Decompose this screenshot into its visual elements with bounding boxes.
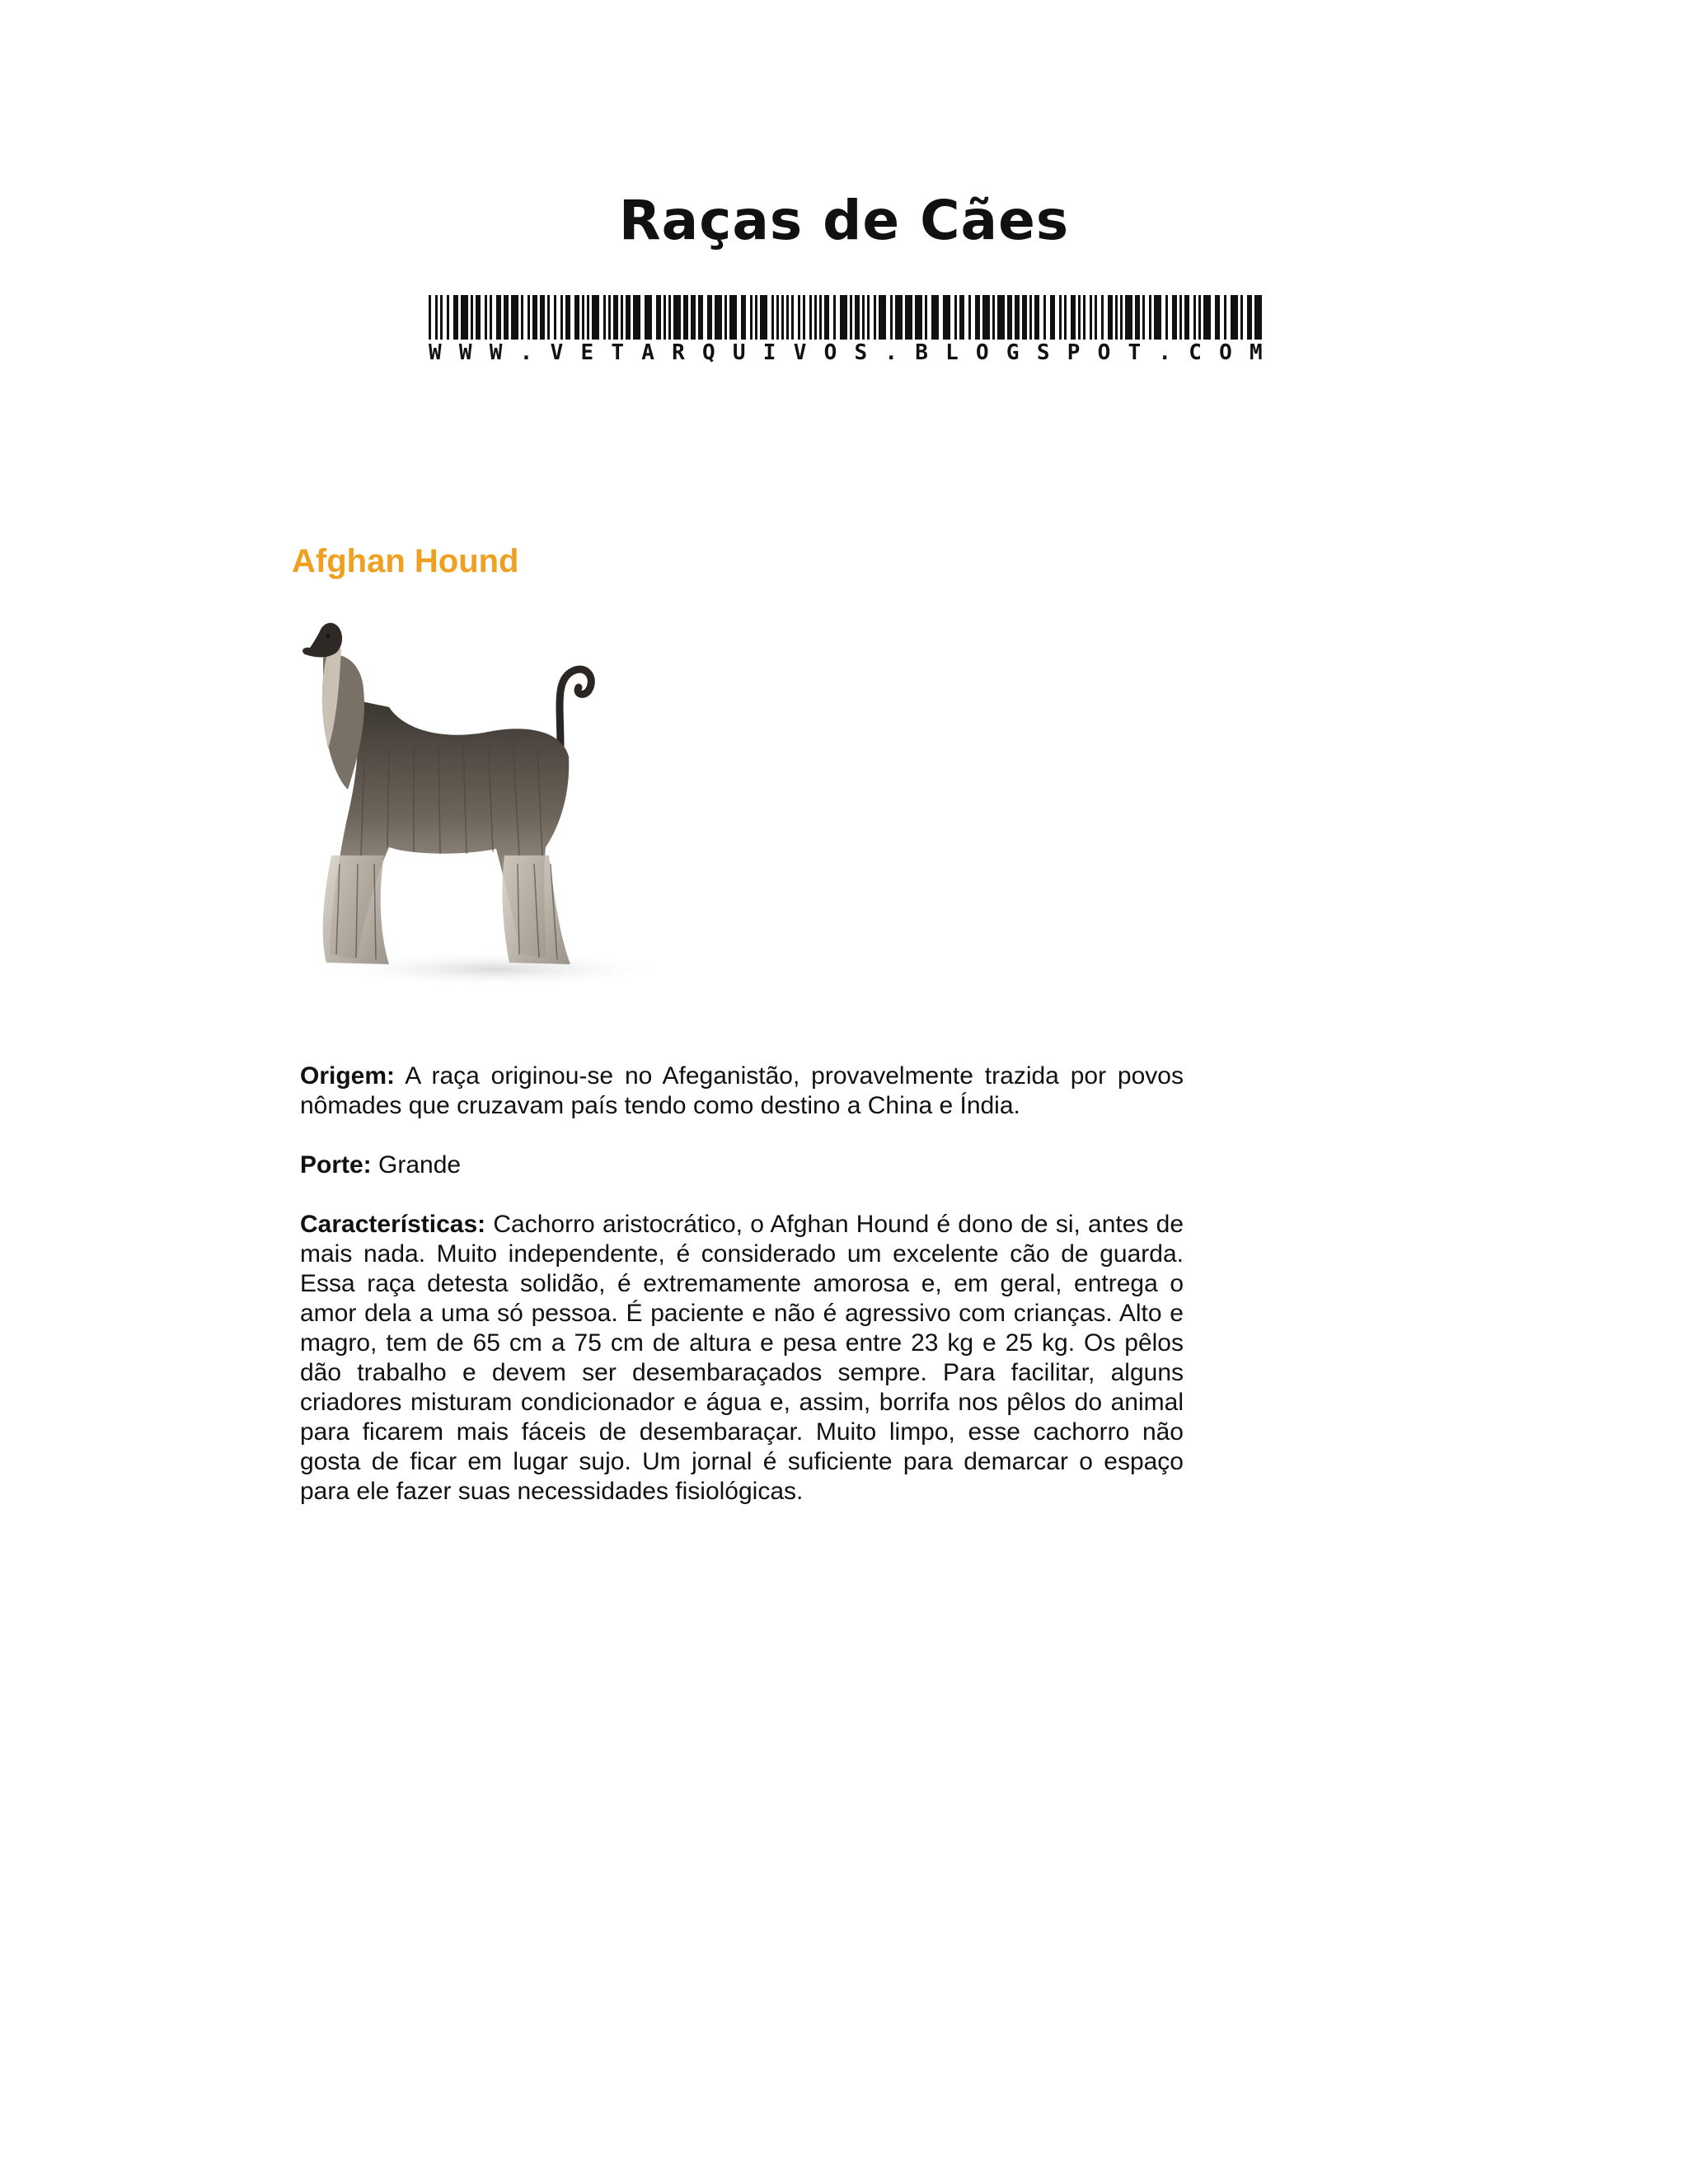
- barcode-bar: [724, 295, 727, 340]
- barcode-bar: [982, 295, 990, 340]
- logo-letter: .: [519, 340, 533, 365]
- barcode-bar: [915, 295, 922, 340]
- logo-letter: O: [976, 340, 989, 365]
- barcode-bar: [547, 295, 550, 340]
- barcode-bar: [613, 295, 618, 340]
- barcode-bar: [1120, 295, 1123, 340]
- barcode-bar: [1184, 295, 1189, 340]
- logo-letter: O: [1097, 340, 1111, 365]
- logo-letter: W: [429, 340, 442, 365]
- barcode-bar: [511, 295, 518, 340]
- breed-description: [300, 1062, 1184, 1536]
- page-title: Raças de Cães: [618, 189, 1070, 252]
- barcode-bar: [1215, 295, 1220, 340]
- barcode-bar: [1125, 295, 1132, 340]
- barcode-bar: [1198, 295, 1201, 340]
- barcode-bar: [429, 295, 431, 340]
- barcode-bar: [633, 295, 640, 340]
- barcode-bar: [1059, 295, 1062, 340]
- logo-letter: W: [489, 340, 503, 365]
- barcode-bar: [855, 295, 860, 340]
- barcode-bar: [741, 295, 746, 340]
- barcode-bar: [867, 295, 870, 340]
- barcode-bar: [673, 295, 681, 340]
- logo-letter: R: [672, 340, 685, 365]
- barcode-bar: [997, 295, 1005, 340]
- barcode-bar: [691, 295, 696, 340]
- barcode-bar: [560, 295, 563, 340]
- barcode-bar: [954, 295, 957, 340]
- barcode-bar: [574, 295, 579, 340]
- logo-letter: C: [1189, 340, 1202, 365]
- barcode-bar: [447, 295, 449, 340]
- barcode-bar: [1083, 295, 1085, 340]
- barcode-bar: [1135, 295, 1140, 340]
- origem-label: Origem:: [300, 1062, 396, 1090]
- barcode-bar: [504, 295, 509, 340]
- barcode-bar: [862, 295, 865, 340]
- barcode-bar: [540, 295, 545, 340]
- barcode-bar: [1247, 295, 1252, 340]
- logo-letter: O: [1219, 340, 1232, 365]
- barcode-bar: [850, 295, 852, 340]
- barcode-bar: [895, 295, 903, 340]
- barcode-bar: [565, 295, 570, 340]
- barcode-bar: [992, 295, 995, 340]
- barcode-bar: [874, 295, 876, 340]
- barcode-bar: [608, 295, 611, 340]
- barcode-bar: [453, 295, 458, 340]
- caracteristicas-paragraph: [300, 1210, 1184, 1507]
- barcode-bar: [1095, 295, 1097, 340]
- barcode-bar: [440, 295, 443, 340]
- logo-letter: O: [823, 340, 837, 365]
- barcode-bar: [592, 295, 599, 340]
- barcode-bar: [1022, 295, 1027, 340]
- logo-letter: Q: [702, 340, 715, 365]
- barcode-bar: [1142, 295, 1145, 340]
- barcode-bar: [1224, 295, 1226, 340]
- barcode-bar: [814, 295, 817, 340]
- barcode-bar: [707, 295, 712, 340]
- barcode-bar: [776, 295, 779, 340]
- barcode-logo: [429, 295, 1263, 364]
- logo-letter: S: [854, 340, 868, 365]
- logo-letter: B: [915, 340, 928, 365]
- barcode-bar: [1034, 295, 1039, 340]
- barcode-bar: [485, 295, 487, 340]
- barcode-bar: [1172, 295, 1177, 340]
- barcode-bar: [603, 295, 606, 340]
- barcode-bar: [755, 295, 757, 340]
- barcode-bar: [1090, 295, 1092, 340]
- barcode-bar: [798, 295, 800, 340]
- barcode-bar: [587, 295, 589, 340]
- barcode-bar: [975, 295, 980, 340]
- barcode-bar: [750, 295, 753, 340]
- barcode-bar: [905, 295, 912, 340]
- barcode-bar: [968, 295, 971, 340]
- porte-text: Grande: [371, 1151, 462, 1179]
- barcode-bar: [890, 295, 893, 340]
- barcode-bar: [715, 295, 722, 340]
- caracteristicas-label: Características:: [300, 1211, 486, 1238]
- logo-letter: T: [1128, 340, 1142, 365]
- logo-letter: G: [1006, 340, 1020, 365]
- logo-url-text: [429, 341, 1263, 364]
- logo-letter: .: [884, 340, 898, 365]
- barcode-bar: [683, 295, 688, 340]
- barcode-bar: [1203, 295, 1211, 340]
- barcode-bar: [626, 295, 631, 340]
- barcode-bar: [786, 295, 789, 340]
- porte-label: Porte:: [300, 1151, 372, 1179]
- barcode-bar: [840, 295, 847, 340]
- barcode-bar: [1231, 295, 1238, 340]
- origem-paragraph: [300, 1062, 1184, 1121]
- barcode-bar: [1078, 295, 1081, 340]
- barcode-bar: [496, 295, 501, 340]
- barcode-bar: [1193, 295, 1196, 340]
- porte-paragraph: [300, 1151, 1184, 1180]
- barcode-bar: [435, 295, 438, 340]
- barcode-bar: [476, 295, 481, 340]
- barcode-bar: [1179, 295, 1182, 340]
- logo-letter: E: [580, 340, 594, 365]
- logo-letter: A: [641, 340, 654, 365]
- barcode-bar: [1254, 295, 1262, 340]
- caracteristicas-text: Cachorro aristocrático, o Afghan Hound é dono de si, antes de mais nada. Muito independente, é considerado um excelente cão de guarda. Essa raça detesta solidão, é extremamente amorosa e, em geral, entrega o amor dela a uma só pessoa. É paciente e não é agressivo com crianças. Alto e magro, tem de 65 cm a 75 cm de altura e pesa entre 23 kg e 25 kg. Os pêlos dão trabalho e devem ser desembaraçados sempre. Para facilitar, alguns criadores misturam condicionador e água e, assim, borrifa nos pêlos do animal para ficarem mais fáceis de desembaraçar. Muito limpo, esse cachorro não gosta de ficar em lugar sujo. Um jornal é suficiente para demarcar o espaço para ele fazer suas necessidades fisiológicas.: [300, 1211, 1184, 1505]
- logo-letter: M: [1250, 340, 1263, 365]
- barcode-bar: [925, 295, 927, 340]
- barcode-bar: [879, 295, 886, 340]
- barcode-bar: [760, 295, 767, 340]
- barcode-bar: [645, 295, 652, 340]
- barcode-bar: [1071, 295, 1076, 340]
- barcode-bar: [1064, 295, 1067, 340]
- barcode-bar: [931, 295, 939, 340]
- logo-letter: U: [732, 340, 746, 365]
- barcode-icon: [429, 295, 1263, 340]
- barcode-bar: [791, 295, 794, 340]
- barcode-bar: [1240, 295, 1243, 340]
- origem-text: A raça originou-se no Afeganistão, provavelmente trazida por povos nômades que cruzavam país tendo como destino a China e Índia.: [300, 1062, 1184, 1119]
- breed-name-heading: Afghan Hound: [292, 543, 519, 579]
- barcode-bar: [1015, 295, 1020, 340]
- barcode-bar: [1043, 295, 1046, 340]
- barcode-bar: [803, 295, 805, 340]
- logo-letter: I: [762, 340, 776, 365]
- logo-letter: V: [550, 340, 564, 365]
- barcode-bar: [668, 295, 671, 340]
- barcode-bar: [1029, 295, 1032, 340]
- barcode-bar: [1115, 295, 1118, 340]
- barcode-bar: [833, 295, 836, 340]
- barcode-bar: [943, 295, 950, 340]
- barcode-bar: [656, 295, 661, 340]
- barcode-bar: [781, 295, 784, 340]
- barcode-bar: [461, 295, 468, 340]
- barcode-bar: [1149, 295, 1151, 340]
- barcode-bar: [532, 295, 537, 340]
- barcode-bar: [471, 295, 473, 340]
- barcode-bar: [819, 295, 822, 340]
- logo-letter: T: [611, 340, 624, 365]
- barcode-bar: [554, 295, 556, 340]
- barcode-bar: [698, 295, 703, 340]
- barcode-bar: [621, 295, 623, 340]
- logo-letter: L: [945, 340, 959, 365]
- barcode-bar: [1154, 295, 1161, 340]
- logo-letter: S: [1036, 340, 1050, 365]
- barcode-bar: [771, 295, 774, 340]
- barcode-bar: [1050, 295, 1055, 340]
- logo-letter: P: [1067, 340, 1081, 365]
- barcode-bar: [521, 295, 523, 340]
- barcode-bar: [582, 295, 584, 340]
- barcode-bar: [1101, 295, 1104, 340]
- barcode-bar: [824, 295, 829, 340]
- logo-letter: V: [793, 340, 807, 365]
- barcode-bar: [1108, 295, 1113, 340]
- logo-letter: W: [458, 340, 472, 365]
- barcode-bar: [1007, 295, 1012, 340]
- barcode-bar: [490, 295, 492, 340]
- barcode-bar: [959, 295, 964, 340]
- barcode-bar: [809, 295, 812, 340]
- barcode-bar: [729, 295, 737, 340]
- barcode-bar: [528, 295, 530, 340]
- logo-letter: .: [1158, 340, 1172, 365]
- barcode-bar: [663, 295, 666, 340]
- barcode-bar: [1165, 295, 1168, 340]
- afghan-hound-illustration-icon: [298, 608, 678, 996]
